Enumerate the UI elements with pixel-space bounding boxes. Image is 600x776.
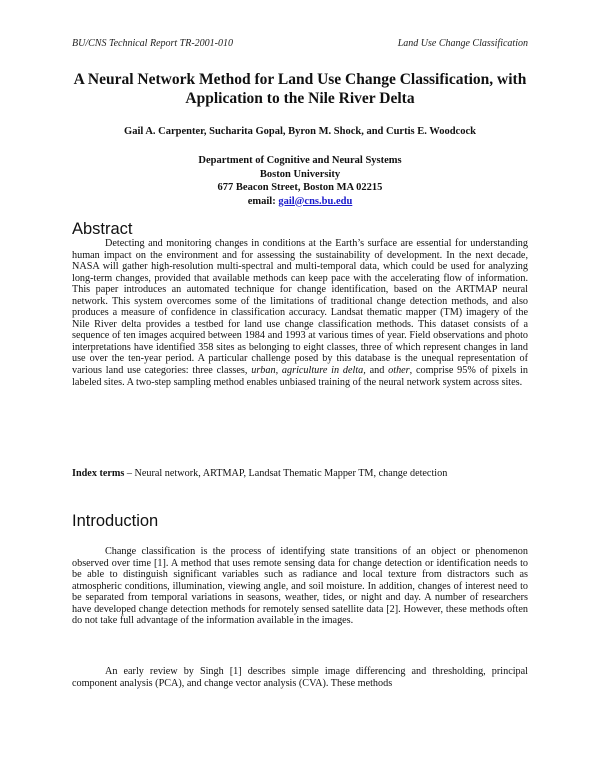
title-line-1: A Neural Network Method for Land Use Change Classification, with [73,71,527,88]
index-terms [72,468,532,479]
introduction-paragraph-1: Change classification is the process of identifying state transitions of an object or phenomenon observed over time [1]. A method that uses remote sensing data for change detection or identification needs to be able to distinguish significant variables such as radiance and local texture from distractors such as atmospheric conditions, illumination, viewing angle, and soil moisture. In addition, changes of interest need to be separated from temporal variations in seasons, weather, tides, or night and day. A number of researchers have developed change detection methods for remotely sensed satellite data [2]. However, these methods often do not take full advantage of the information available in the images. [72,546,528,627]
affiliation-block [72,154,528,208]
index-terms-text: – Neural network, ARTMAP, Landsat Thematic Mapper TM, change detection [124,468,448,479]
affiliation-dept: Department of Cognitive and Neural Systems [198,155,402,166]
header-report-id: BU/CNS Technical Report TR-2001-010 [72,38,234,49]
title-line-2: Application to the Nile River Delta [185,90,415,107]
abstract-paragraph [72,238,528,388]
email-link[interactable]: gail@cns.bu.edu [278,195,353,207]
affiliation-address: 677 Beacon Street, Boston MA 02215 [217,182,383,193]
index-terms-label: Index terms [72,468,125,479]
abstract-heading: Abstract [72,220,133,238]
abstract-italic-other: other [388,365,410,377]
introduction-heading: Introduction [72,512,159,530]
header-short-title: Land Use Change Classification [397,38,528,49]
introduction-paragraph-2: An early review by Singh [1] describes simple image differencing and thresholding, principal component analysis (PCA), and change vector analysis (CVA). These methods [72,666,528,689]
paper-title [60,70,540,108]
affiliation-univ: Boston University [259,168,341,180]
abstract-italic-classes: urban, agriculture in delta, [251,365,366,377]
abstract-text-and: and [365,365,389,377]
abstract-text-1: Detecting and monitoring changes in conditions at the Earth’s surface are essential for understanding human impact on the environment and for assessing the sustainability of development. In the next decade, NASA will gather high-resolution multi-spectral and multi-temporal data, which could be used for analyzing long-term changes, provided that available methods can keep pace with the accelerating flow of information. This paper introduces an automated technique for change identification, based on the ARTMAP neural network. This system overcomes some of the limitations of traditional change detection methods, and also produces a measure of confidence in classification accuracy. Landsat thematic mapper (TM) imagery of the Nile River delta provides a testbed for land use change classification methods. This dataset consists of a sequence of ten images acquired between 1984 and 1993 at various times of year. Field observations and photo interpretations have identified 358 sites as belonging to eight classes, three of which represent changes in land use over the ten-year period. A particular challenge posed by this database is the unequal representation of various land use categories: three classes, [72,238,528,377]
affiliation-email [72,195,528,209]
abstract-text-2: , comprise 95% of pixels in labeled sites. A two-step sampling method enables unbiased training of the neural network system across sites. [72,365,528,388]
author-list: Gail A. Carpenter, Sucharita Gopal, Byron M. Shock, and Curtis E. Woodcock [124,126,476,137]
email-label: email: [247,195,279,207]
running-header [72,38,528,52]
